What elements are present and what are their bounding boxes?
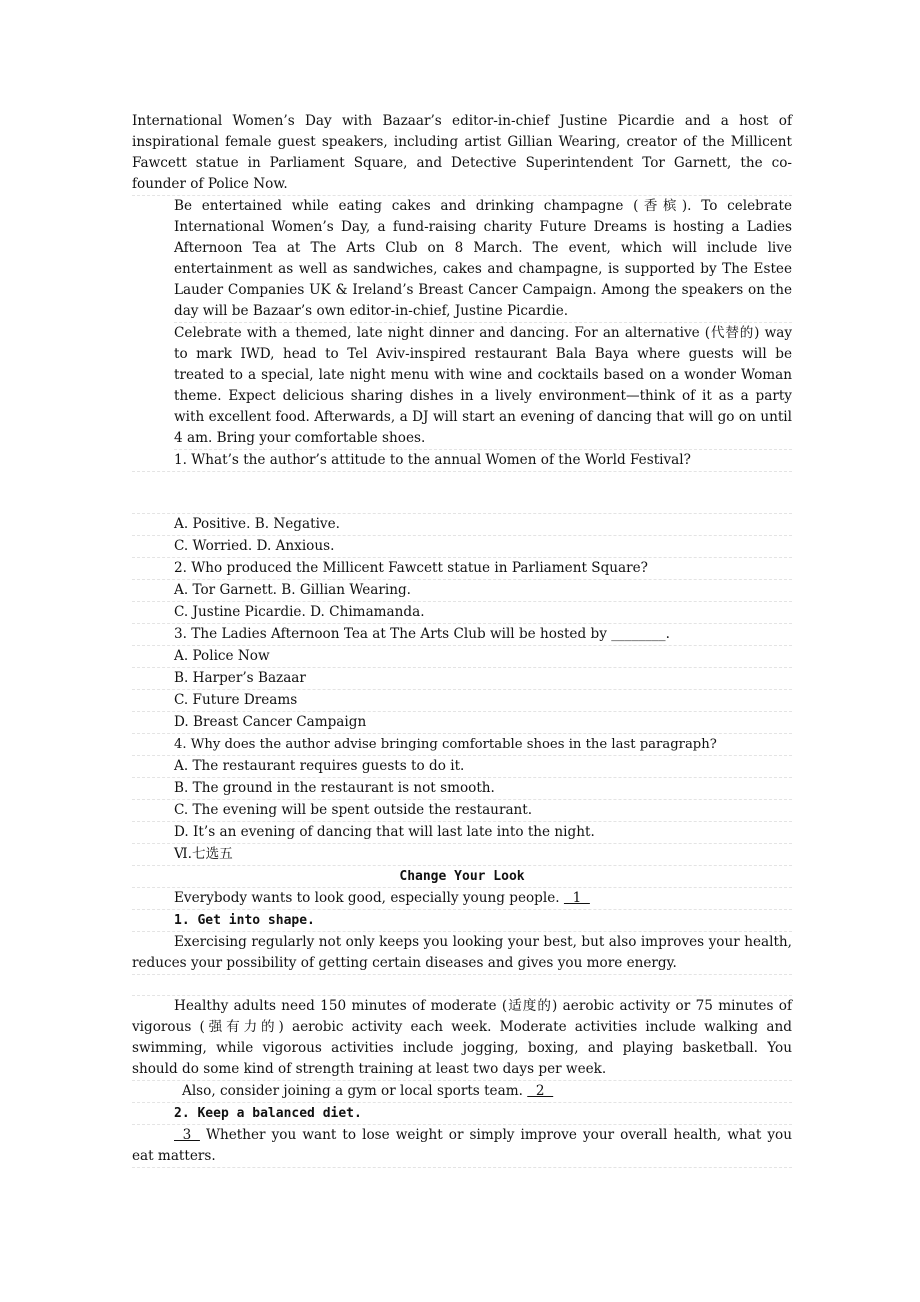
- question-3-option-a: A. Police Now: [132, 646, 792, 668]
- paragraph-text: [132, 996, 792, 1081]
- subheading-1: 1. Get into shape.: [132, 910, 792, 932]
- paragraph-text: International Women’s Day with Bazaar’s editor-in-chief Justine Picardie and a host of inspirational female guest speakers, including artist Gillian Wearing, creator of the Millicent Fawcett statue in Parliament Square, and Detective Superintendent Tor Garnett, the co-founder of Police Now.: [132, 111, 792, 196]
- empty-line: [132, 975, 792, 996]
- article-paragraph-2: [132, 196, 792, 323]
- blank-2: 2: [527, 1083, 554, 1099]
- exercise-paragraph: [132, 932, 792, 975]
- question-4-option-a: A. The restaurant requires guests to do it.: [132, 756, 792, 778]
- answer-space: [132, 472, 792, 514]
- paragraph-text: Be entertained while eating cakes and drinking champagne (香槟). To celebrate International Women’s Day, a fund-raising charity Future Dreams is hosting a Ladies Afternoon Tea at The Arts Club on 8 March. The event, which will include live entertainment as well as sandwiches, cakes and champagne, is supported by The Estee Lauder Companies UK & Ireland’s Breast Cancer Campaign. Among the speakers on the day will be Bazaar’s own editor-in-chief, Justine Picardie.: [174, 196, 792, 323]
- blank-1: 1: [563, 890, 590, 906]
- question-3-option-d: D. Breast Cancer Campaign: [132, 712, 792, 734]
- question-3-stem: 3. The Ladies Afternoon Tea at The Arts Club will be hosted by ________.: [132, 624, 792, 646]
- exercise-text: Exercising regularly not only keeps you looking your best, but also improves your health, reduces your possibility of getting certain diseases and gives you more energy.: [132, 934, 792, 971]
- question-2-options-ab: A. Tor Garnett. B. Gillian Wearing.: [132, 580, 792, 602]
- question-2-options-cd: C. Justine Picardie. D. Chimamanda.: [132, 602, 792, 624]
- adults-text: Healthy adults need 150 minutes of moderate (适度的) aerobic activity or 75 minutes of vigorous (强有力的) aerobic activity each week. Moderate activities include walking and swimming, while vigorous activities include jogging, boxing, and playing basketball. You should do some kind of strength training at least two days per week.: [132, 998, 792, 1077]
- intro-line: [132, 888, 792, 910]
- article-paragraph-1: [132, 111, 792, 196]
- question-4-stem: 4. Why does the author advise bringing comfortable shoes in the last paragraph?: [132, 734, 792, 756]
- paragraph-text: [132, 932, 792, 975]
- blank-3: 3: [174, 1127, 200, 1143]
- intro-text: Everybody wants to look good, especially young people.: [174, 890, 560, 906]
- paragraph-text: Celebrate with a themed, late night dinner and dancing. For an alternative (代替的) way to mark IWD, head to Tel Aviv-inspired restaurant Bala Baya where guests will be treated to a special, late night menu with wine and cocktails based on a wonder Woman theme. Expect delicious sharing dishes in a lively environment—think of it as a party with excellent food. Afterwards, a DJ will start an evening of dancing that will go on until 4 am. Bring your comfortable shoes.: [174, 323, 792, 450]
- section-heading: Ⅵ.七选五: [132, 844, 792, 866]
- diet-text: Whether you want to lose weight or simply improve your overall health, what you eat matters.: [132, 1127, 792, 1164]
- question-3-option-c: C. Future Dreams: [132, 690, 792, 712]
- question-4-option-c: C. The evening will be spent outside the restaurant.: [132, 800, 792, 822]
- question-3-option-b: B. Harper’s Bazaar: [132, 668, 792, 690]
- subheading-2: 2. Keep a balanced diet.: [132, 1103, 792, 1125]
- question-1-options-cd: C. Worried. D. Anxious.: [132, 536, 792, 558]
- passage-title: Change Your Look: [132, 866, 792, 888]
- also-text: Also, consider joining a gym or local sports team.: [182, 1083, 523, 1099]
- adults-paragraph: [132, 996, 792, 1081]
- document-page: [132, 111, 792, 1168]
- also-line: [132, 1081, 792, 1103]
- question-2-stem: 2. Who produced the Millicent Fawcett statue in Parliament Square?: [132, 558, 792, 580]
- paragraph-text: [132, 1125, 792, 1168]
- article-paragraph-3: [132, 323, 792, 450]
- diet-paragraph: [132, 1125, 792, 1168]
- question-4-option-d: D. It’s an evening of dancing that will last late into the night.: [132, 822, 792, 844]
- question-1-stem: 1. What’s the author’s attitude to the annual Women of the World Festival?: [132, 450, 792, 472]
- question-1-options-ab: A. Positive. B. Negative.: [132, 514, 792, 536]
- question-4-option-b: B. The ground in the restaurant is not smooth.: [132, 778, 792, 800]
